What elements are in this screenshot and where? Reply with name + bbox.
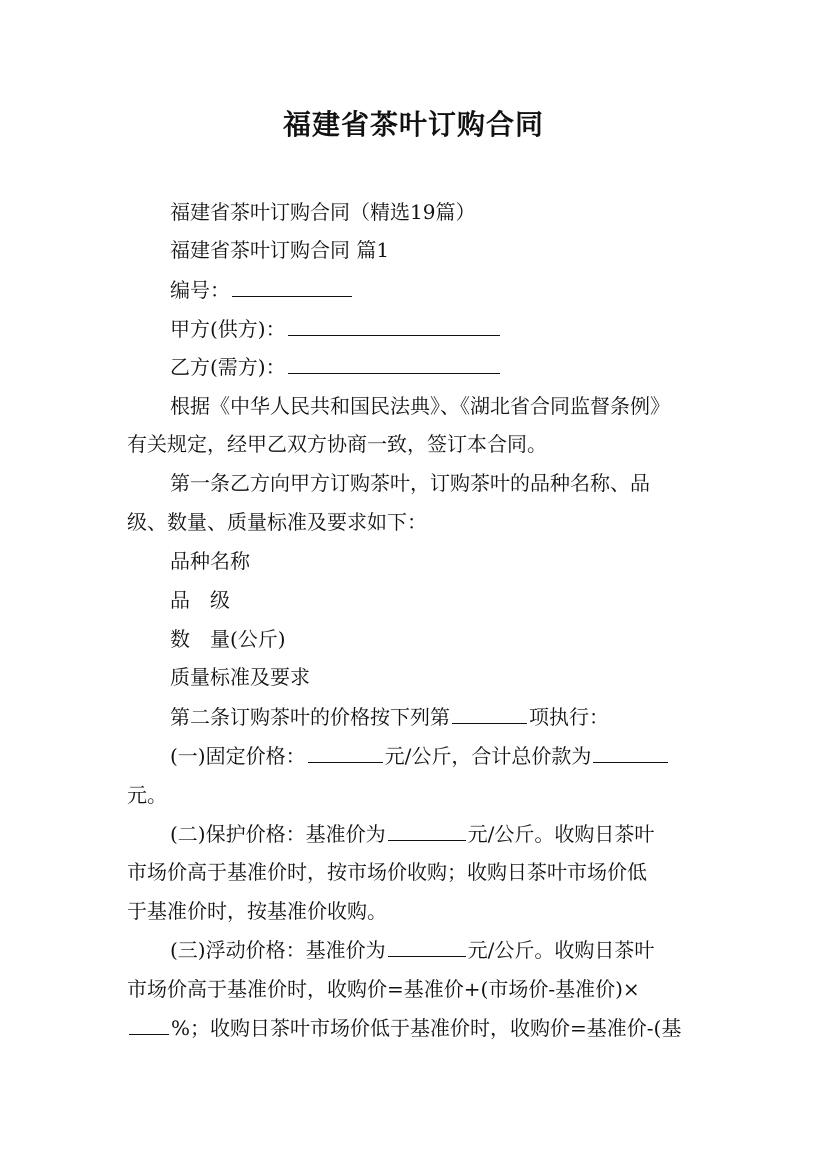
fixed-mid: 元/公斤，合计总价款为 (384, 744, 592, 768)
protect-line-3: 于基准价时，按基准价收购。 (127, 899, 387, 923)
document-title: 福建省茶叶订购合同 (282, 108, 544, 141)
basis-line-2: 有关规定，经甲乙双方协商一致，签订本合同。 (127, 432, 547, 456)
number-line (170, 275, 710, 305)
protect-prefix: (二)保护价格：基准价为 (170, 822, 386, 846)
party-a-label: 甲方(供方)： (170, 317, 286, 341)
article1-line-1: 第一条乙方向甲方订购茶叶，订购茶叶的品种名称、品 (170, 471, 650, 495)
float-blank (388, 938, 466, 957)
article2-prefix: 第二条订购茶叶的价格按下列第 (170, 705, 450, 729)
party-b-label: 乙方(需方)： (170, 355, 286, 379)
article2-blank (452, 705, 527, 724)
float-percent-blank (129, 1016, 169, 1035)
party-a-line (170, 314, 710, 344)
article1-line-2: 级、数量、质量标准及要求如下： (127, 510, 427, 534)
fixed-unit-blank (308, 744, 383, 763)
fixed-end: 元。 (127, 783, 167, 807)
item-quantity: 数 量(公斤) (170, 627, 286, 651)
float-mid: 元/公斤。收购日茶叶 (467, 938, 655, 962)
article2-line (170, 702, 710, 732)
protect-price-line-1 (170, 819, 710, 849)
fixed-prefix: (一)固定价格： (170, 744, 306, 768)
party-b-line (170, 352, 710, 382)
protect-blank (388, 822, 466, 841)
fixed-price-line (170, 741, 710, 771)
article2-suffix: 项执行： (529, 705, 609, 729)
party-a-blank (288, 317, 500, 336)
float-line-3-rest: %；收购日茶叶市场价低于基准价时，收购价=基准价-(基 (171, 1016, 682, 1040)
number-label: 编号： (170, 278, 230, 302)
party-b-blank (288, 355, 500, 374)
float-line-3 (127, 1013, 707, 1043)
item-variety: 品种名称 (170, 549, 250, 573)
section-heading: 福建省茶叶订购合同 篇1 (170, 238, 390, 262)
float-price-line-1 (170, 935, 710, 965)
protect-line-2: 市场价高于基准价时，按市场价收购；收购日茶叶市场价低 (127, 860, 647, 884)
float-line-2: 市场价高于基准价时，收购价=基准价+(市场价-基准价)× (127, 977, 640, 1001)
number-blank (232, 278, 352, 297)
protect-mid: 元/公斤。收购日茶叶 (467, 822, 655, 846)
basis-line-1: 根据《中华人民共和国民法典》、《湖北省合同监督条例》 (170, 394, 670, 418)
item-grade: 品 级 (170, 588, 230, 612)
item-quality: 质量标准及要求 (170, 665, 310, 689)
fixed-total-blank (593, 744, 668, 763)
document-subtitle: 福建省茶叶订购合同（精选19篇） (170, 200, 476, 224)
float-prefix: (三)浮动价格：基准价为 (170, 938, 386, 962)
